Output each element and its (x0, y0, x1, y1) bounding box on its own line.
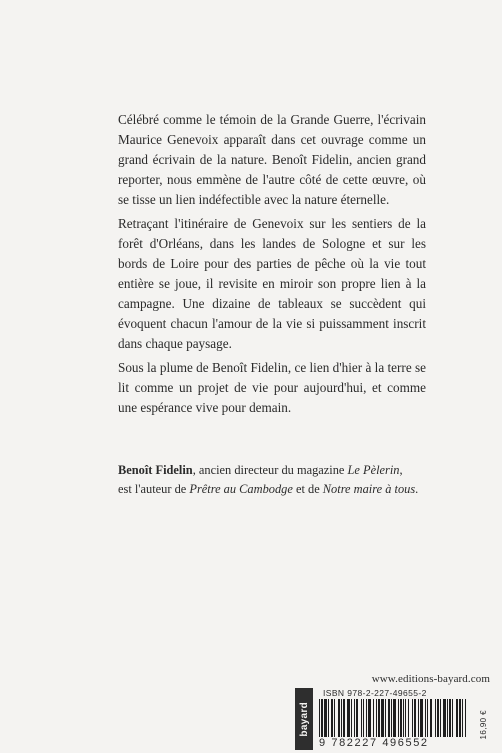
barcode-bar (459, 699, 461, 737)
publisher-logo (295, 688, 313, 750)
barcode-bar (324, 699, 327, 737)
barcode-bar (343, 699, 345, 737)
barcode-bar (418, 699, 419, 737)
magazine-title: Le Pèlerin (347, 463, 400, 477)
blurb-paragraph-3: Sous la plume de Benoît Fidelin, ce lien d'hier à la terre se lit comme un projet de vie pour aujourd'hui, et comme une espérance vive pour demain. (118, 360, 426, 415)
price-label (476, 699, 490, 750)
author-bio (118, 461, 426, 499)
barcode-bar (456, 699, 458, 737)
barcode-bar (449, 699, 451, 737)
barcode-bar (338, 699, 340, 737)
barcode-bar (412, 699, 413, 737)
barcode-bar (440, 699, 441, 737)
barcode-bar (465, 699, 466, 737)
barcode-bar (437, 699, 439, 737)
book-title-1: Prêtre au Cambodge (189, 482, 293, 496)
barcode-bar (361, 699, 362, 737)
back-cover-blurb (118, 110, 426, 422)
barcode-bar (334, 699, 335, 737)
barcode-digits: 9 782227 496552 (319, 737, 429, 749)
author-name: Benoît Fidelin (118, 463, 193, 477)
barcode-bar (354, 699, 355, 737)
barcode-bar (376, 699, 377, 737)
barcode-bar (400, 699, 402, 737)
bio-text-3: est l'auteur de (118, 482, 190, 496)
barcode-bar (319, 699, 320, 737)
barcode-row (317, 699, 490, 750)
barcode-bar (430, 699, 432, 737)
barcode-bar (425, 699, 426, 737)
barcode-bar (403, 699, 404, 737)
bio-text-1: , ancien directeur du magazine (192, 463, 348, 477)
barcode-bar (427, 699, 428, 737)
barcode-bar (363, 699, 364, 737)
barcode-bar (373, 699, 374, 737)
price-text: 16,90 € (478, 709, 488, 740)
book-title-2: Notre maire à tous (322, 482, 416, 496)
publisher-logo-text: bayard (298, 701, 310, 737)
barcode-bar (405, 699, 406, 737)
bio-text-2: , (399, 463, 403, 477)
barcode-area (295, 688, 490, 750)
bio-text-4: et de (292, 482, 323, 496)
barcode-bar (391, 699, 392, 737)
blurb-paragraph-1: Célébré comme le témoin de la Grande Guerre, l'écrivain Maurice Genevoix apparaît dans cet ouvrage comme un grand écrivain de la nature. Benoît Fidelin, ancien grand reporter, nous emmène de l'autre côté de cette œuvre, où se tisse un lien indéfectible avec la nature éternelle. (118, 112, 426, 207)
barcode-bar (452, 699, 453, 737)
barcode (317, 699, 474, 750)
barcode-bars (317, 699, 469, 737)
barcode-bar (435, 699, 436, 737)
barcode-bar (385, 699, 386, 737)
bio-text-5: . (415, 482, 419, 496)
barcode-bar (378, 699, 380, 737)
publisher-website: www.editions-bayard.com (371, 673, 490, 685)
barcode-bar (388, 699, 390, 737)
barcode-bar (356, 699, 358, 737)
barcode-bar (414, 699, 416, 737)
barcode-bar (347, 699, 350, 737)
isbn-text: ISBN 978-2-227-49655-2 (323, 688, 427, 698)
barcode-bar (408, 699, 409, 737)
barcode-bar (443, 699, 446, 737)
barcode-bar (351, 699, 352, 737)
blurb-paragraph-2: Retraçant l'itinéraire de Genevoix sur les sentiers de la forêt d'Orléans, dans les landes de Sologne et sur les bords de Loire pour des parties de pêche où la vie tout entière se joue, il revisite en miroir son propre lien à la campagne. Une dizaine de tableaux se succèdent qui évoquent chacun l'amour de la vie si puissamment inscrit dans chaque paysage. (118, 216, 426, 351)
isbn-block (317, 688, 490, 750)
barcode-bar (381, 699, 384, 737)
barcode-bar (331, 699, 333, 737)
barcode-bar (366, 699, 367, 737)
barcode-bar (368, 699, 371, 737)
back-matter (295, 673, 490, 750)
barcode-bar (341, 699, 342, 737)
barcode-bar (462, 699, 463, 737)
barcode-bar (420, 699, 423, 737)
barcode-bar (328, 699, 329, 737)
barcode-bar (447, 699, 448, 737)
barcode-bar (321, 699, 323, 737)
barcode-bar (393, 699, 396, 737)
barcode-bar (398, 699, 399, 737)
